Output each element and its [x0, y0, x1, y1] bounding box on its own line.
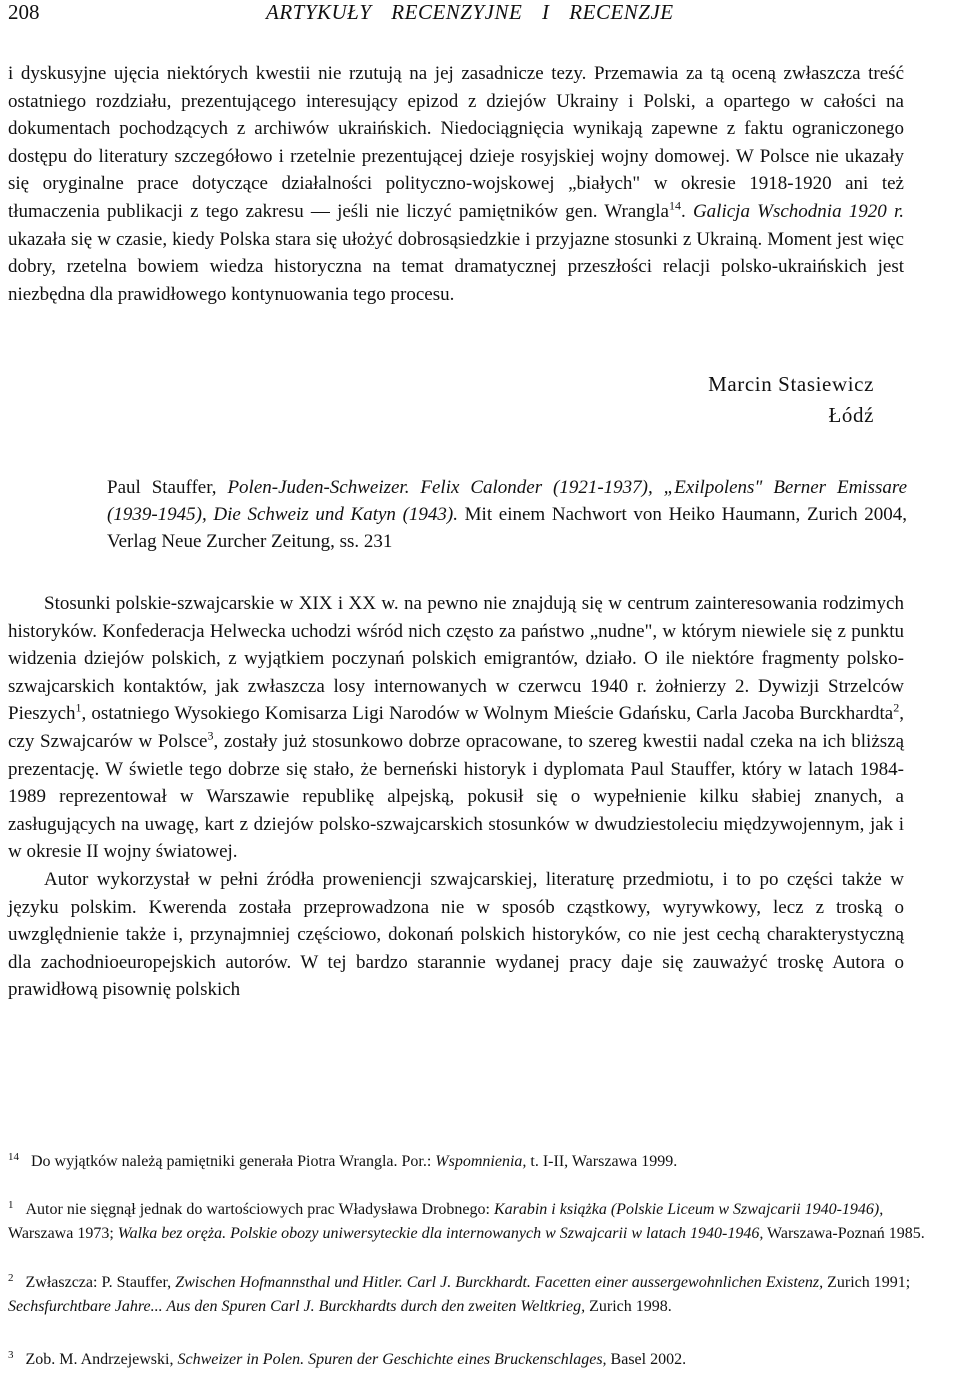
footnote-text: Warszawa-Poznań 1985.: [763, 1225, 925, 1242]
review-author: Marcin Stasiewicz: [708, 372, 874, 396]
footnote-text: Autor nie sięgnął jednak do wartościowych prac Władysława Drobnego:: [25, 1201, 494, 1218]
footnote-2: [8, 1271, 933, 1319]
footnote-ref: 14: [669, 198, 681, 213]
book-title: Galicja Wschodnia 1920 r.: [692, 200, 904, 222]
footnote-1: [8, 1198, 933, 1246]
book-publication-details: Mit einem Nachwort von Heiko Haumann, Zurich 2004, Verlag Neue Zurcher Zeitung, ss. 231: [107, 504, 908, 552]
review-conclusion: [8, 60, 904, 308]
footnote-14: [8, 1150, 933, 1174]
paragraph-text: , zostały już stosunkowo dobrze opracowane, to szereg kwestii nadal czeka na ich bliższą prezentację. W świetle tego dobrze się stało, że berneński historyk i dyplomata Paul Stauffer, który w latach 1984-1989 reprezentował w Warszawie republikę alpejską, pokusił się o wypełnienie kilku słabiej znanych, a zasługujących na uwagę, kart z dziejów polsko-szwajcarskich stosunków w dwudziestoleciu międzywojennym, jak i w okresie II wojny światowej.: [8, 730, 905, 863]
paragraph-text: , czy Szwajcarów w Polsce: [8, 703, 904, 752]
book-author: Paul Stauffer,: [107, 477, 228, 498]
paragraph-text: Stosunki polskie-szwajcarskie w XIX i XX w. na pewno nie znajdują się w centrum zainteresowania rodzimych historyków. Konfederacja Helwecka uchodzi wśród nich często za państwo „nudne", w którym niewiele się z punktu widzenia dziejów polskich, z wyjątkiem poczynań polskich emigrantów, działo. O ile niektóre fragmenty polsko-szwajcarskich kontaktów, jak zwłaszcza losy internowanych w czerwcu 1940 r. żołnierzy 2. Dywizji Strzelców Pieszych: [8, 593, 904, 725]
paragraph-text: ukazała się w czasie, kiedy Polska stara się ułożyć dobrosąsiedzkie i przyjazne stosunki z Ukrainą. Moment jest więc dobry, rzetelna bowiem wiedza historyczna na temat dramatycznej przeszłości relacji polsko-ukraińskich jest niezbędna dla prawidłowego kontynuowania tego procesu.: [8, 228, 904, 305]
footnote-title: Karabin i książka (Polskie Liceum w Szwajcarii 1940-1946),: [493, 1201, 884, 1218]
footnote-title: Walka bez oręża. Polskie obozy uniwersyteckie dla internowanych w Szwajcarii w latach 1940-1946,: [117, 1225, 764, 1242]
footnote-mark: 3: [8, 1348, 14, 1361]
paragraph-text: i dyskusyjne ujęcia niektórych kwestii nie rzutują na jej zasadnicze tezy. Przemawia za tą oceną zwłaszcza treść ostatniego rozdziału, prezentującego interesujący epizod z dziejów Ukrainy i Polski, a opartego w całości na dokumentach pochodzących z archiwów ukraińskich. Niedociągnięcia wynikają zapewne z faktu ograniczonego dostępu do literatury szczegółowo i rzetelnie prezentującej dzieje rosyjskiej wojny domowej. W Polsce nie ukazały się oryginalne prace dotyczące działalności polityczno-wojskowej „białych" w okresie 1918-1920 ani też tłumaczenia publikacji z tego zakresu — jeśli nie liczyć pamiętników gen. Wrangla: [8, 63, 904, 222]
footnote-title: Schweizer in Polen. Spuren der Geschichte eines Bruckenschlages,: [177, 1351, 607, 1368]
review-paragraph: Autor wykorzystał w pełni źródła proweniencji szwajcarskiej, literaturę przedmiotu, i to po części także w języku polskim. Kwerenda została przeprowadzona nie w sposób cząstkowy, wyrywkowy, lecz z troską o uwzględnienie także i, przynajmniej częściowo, dokonań polskich historyków, co nie jest cechą charakterystyczną dla zachodnioeuropejskich autorów. W tej bardzo starannie wydanej pracy daje się zauważyć troskę Autora o prawidłową pisownię polskich: [8, 868, 904, 1001]
footnote-mark: 1: [8, 1198, 14, 1211]
running-title: ARTYKUŁY RECENZYJNE I RECENZJE: [266, 0, 674, 24]
review-body: [8, 590, 904, 1004]
footnote-title: Sechsfurchtbare Jahre... Aus den Spuren Carl J. Burckhardts durch den zweiten Weltkrieg,: [8, 1298, 586, 1315]
footnote-ref: 3: [207, 728, 214, 743]
footnote-ref: 2: [893, 701, 900, 716]
review-paragraph: [8, 60, 904, 308]
footnote-text: Zob. M. Andrzejewski,: [25, 1351, 178, 1368]
footnote-mark: 2: [8, 1271, 14, 1284]
footnote-title: Wspomnienia,: [435, 1153, 527, 1170]
footnote-3: [8, 1348, 933, 1372]
footnote-text: Basel 2002.: [606, 1351, 687, 1368]
book-bibliographic-entry: [107, 474, 907, 555]
footnote-text: Do wyjątków należą pamiętniki generała Piotra Wrangla. Por.:: [31, 1153, 436, 1170]
page-number: 208: [8, 0, 40, 24]
review-paragraph: [8, 590, 904, 866]
footnote-mark: 14: [8, 1150, 19, 1163]
footnote-text: t. I-II, Warszawa 1999.: [526, 1153, 678, 1170]
footnote-text: Warszawa 1973;: [8, 1225, 118, 1242]
footnote-text: Zurich 1998.: [585, 1298, 672, 1315]
footnote-title: Zwischen Hofmannsthal und Hitler. Carl J. Burckhardt. Facetten einer aussergewohnlichen Existenz,: [175, 1274, 824, 1291]
review-city: Łódź: [828, 403, 874, 427]
footnote-ref: 1: [75, 701, 82, 716]
paragraph-text: , ostatniego Wysokiego Komisarza Ligi Narodów w Wolnym Mieście Gdańsku, Carla Jacoba Burckhardta: [81, 703, 894, 725]
footnote-text: Zwłaszcza: P. Stauffer,: [25, 1274, 176, 1291]
book-title: Polen-Juden-Schweizer. Felix Calonder (1921-1937), „Exilpolens" Berner Emissare (1939-1945), Die Schweiz und Katyn (1943).: [107, 477, 907, 525]
footnote-text: Zurich 1991;: [823, 1274, 911, 1291]
paragraph-text: .: [681, 200, 693, 222]
running-header: [8, 0, 948, 28]
